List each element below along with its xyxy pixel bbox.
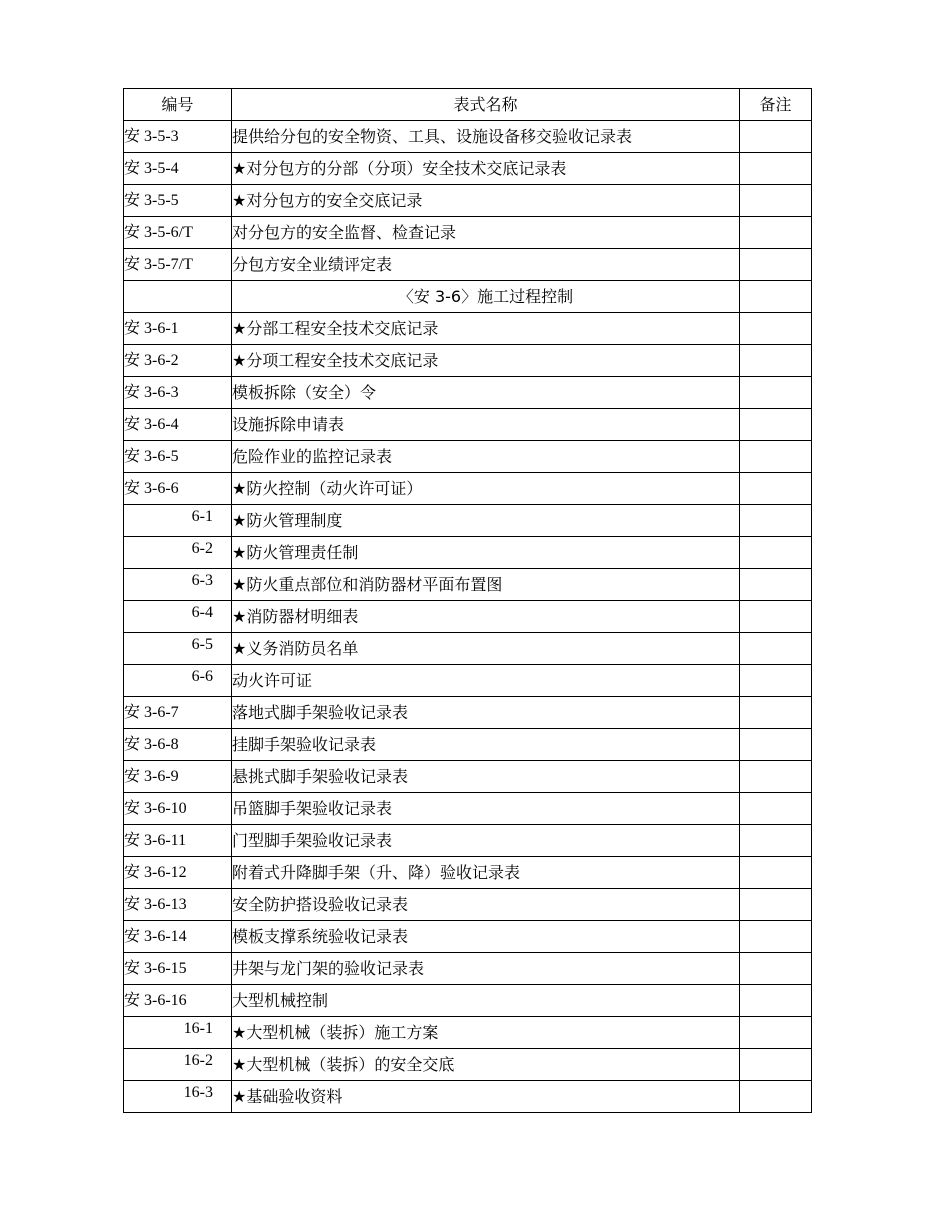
table-row [124,345,812,377]
form-name: ★防火控制（动火许可证） [232,473,740,505]
form-code: 6-1 [124,505,232,537]
header-row [124,89,812,121]
form-note [740,537,812,569]
form-code: 安 3-6-7 [124,697,232,729]
table-row [124,857,812,889]
form-code: 6-2 [124,537,232,569]
table-row [124,569,812,601]
form-name: ★大型机械（装拆）的安全交底 [232,1049,740,1081]
form-name: ★对分包方的分部（分项）安全技术交底记录表 [232,153,740,185]
form-code: 安 3-6-8 [124,729,232,761]
form-code: 安 3-6-12 [124,857,232,889]
form-note [740,281,812,313]
table-row [124,121,812,153]
form-name: ★大型机械（装拆）施工方案 [232,1017,740,1049]
table-row [124,505,812,537]
table-row [124,921,812,953]
form-note [740,121,812,153]
table-row [124,985,812,1017]
form-code: 安 3-6-2 [124,345,232,377]
section-title: 〈安 3-6〉施工过程控制 [232,281,740,313]
table-row [124,601,812,633]
form-code: 安 3-6-9 [124,761,232,793]
form-name: 分包方安全业绩评定表 [232,249,740,281]
form-note [740,857,812,889]
table-row [124,665,812,697]
form-note [740,697,812,729]
table-row [124,217,812,249]
form-name: ★防火管理制度 [232,505,740,537]
form-note [740,953,812,985]
form-code: 安 3-6-15 [124,953,232,985]
form-note [740,569,812,601]
header-code: 编号 [124,89,232,121]
form-note [740,793,812,825]
form-code: 6-6 [124,665,232,697]
table-row [124,313,812,345]
form-code: 安 3-6-6 [124,473,232,505]
form-note [740,505,812,537]
form-name: 门型脚手架验收记录表 [232,825,740,857]
form-name: 安全防护搭设验收记录表 [232,889,740,921]
form-name: ★防火管理责任制 [232,537,740,569]
form-name: ★义务消防员名单 [232,633,740,665]
table-row [124,377,812,409]
form-note [740,825,812,857]
form-name: ★分部工程安全技术交底记录 [232,313,740,345]
table-row [124,729,812,761]
table-row [124,761,812,793]
form-note [740,1017,812,1049]
table-row [124,441,812,473]
form-note [740,889,812,921]
form-code: 16-3 [124,1081,232,1113]
form-note [740,633,812,665]
form-note [740,441,812,473]
form-note [740,473,812,505]
table-row [124,889,812,921]
form-code: 安 3-6-1 [124,313,232,345]
form-note [740,153,812,185]
table-row [124,1017,812,1049]
form-note [740,217,812,249]
form-note [740,921,812,953]
form-code: 6-4 [124,601,232,633]
form-note [740,985,812,1017]
form-name: 落地式脚手架验收记录表 [232,697,740,729]
form-name: 危险作业的监控记录表 [232,441,740,473]
table-row [124,249,812,281]
table-row [124,1081,812,1113]
form-code [124,281,232,313]
form-code: 6-3 [124,569,232,601]
form-note [740,249,812,281]
form-name: 吊篮脚手架验收记录表 [232,793,740,825]
form-name: 悬挑式脚手架验收记录表 [232,761,740,793]
form-name: 模板支撑系统验收记录表 [232,921,740,953]
form-name: 井架与龙门架的验收记录表 [232,953,740,985]
form-code: 安 3-5-5 [124,185,232,217]
form-code: 安 3-6-10 [124,793,232,825]
table-row [124,633,812,665]
form-code: 安 3-6-3 [124,377,232,409]
form-name: 附着式升降脚手架（升、降）验收记录表 [232,857,740,889]
forms-index-table [123,88,812,1113]
form-name: 挂脚手架验收记录表 [232,729,740,761]
form-name: ★对分包方的安全交底记录 [232,185,740,217]
form-code: 安 3-5-4 [124,153,232,185]
table-header [124,89,812,121]
table-row [124,825,812,857]
form-code: 16-1 [124,1017,232,1049]
section-row [124,281,812,313]
form-note [740,665,812,697]
form-code: 6-5 [124,633,232,665]
form-name: 对分包方的安全监督、检查记录 [232,217,740,249]
form-name: ★消防器材明细表 [232,601,740,633]
table-body [124,121,812,1113]
header-name: 表式名称 [232,89,740,121]
form-name: 大型机械控制 [232,985,740,1017]
form-note [740,601,812,633]
form-note [740,729,812,761]
form-code: 安 3-6-13 [124,889,232,921]
header-note: 备注 [740,89,812,121]
form-code: 安 3-6-5 [124,441,232,473]
form-note [740,313,812,345]
form-name: ★分项工程安全技术交底记录 [232,345,740,377]
form-note [740,377,812,409]
table-row [124,153,812,185]
form-note [740,185,812,217]
form-name: ★基础验收资料 [232,1081,740,1113]
form-code: 安 3-6-4 [124,409,232,441]
table-row [124,537,812,569]
form-code: 安 3-6-11 [124,825,232,857]
form-code: 安 3-5-7/T [124,249,232,281]
form-code: 16-2 [124,1049,232,1081]
form-code: 安 3-6-16 [124,985,232,1017]
form-code: 安 3-5-3 [124,121,232,153]
form-name: 提供给分包的安全物资、工具、设施设备移交验收记录表 [232,121,740,153]
form-name: 设施拆除申请表 [232,409,740,441]
table-row [124,953,812,985]
table-row [124,409,812,441]
table-row [124,473,812,505]
form-name: 动火许可证 [232,665,740,697]
form-note [740,409,812,441]
form-note [740,1049,812,1081]
form-code: 安 3-5-6/T [124,217,232,249]
table-row [124,185,812,217]
form-name: ★防火重点部位和消防器材平面布置图 [232,569,740,601]
form-note [740,1081,812,1113]
form-code: 安 3-6-14 [124,921,232,953]
table-row [124,793,812,825]
form-name: 模板拆除（安全）令 [232,377,740,409]
table-row [124,697,812,729]
form-note [740,345,812,377]
table-row [124,1049,812,1081]
form-note [740,761,812,793]
